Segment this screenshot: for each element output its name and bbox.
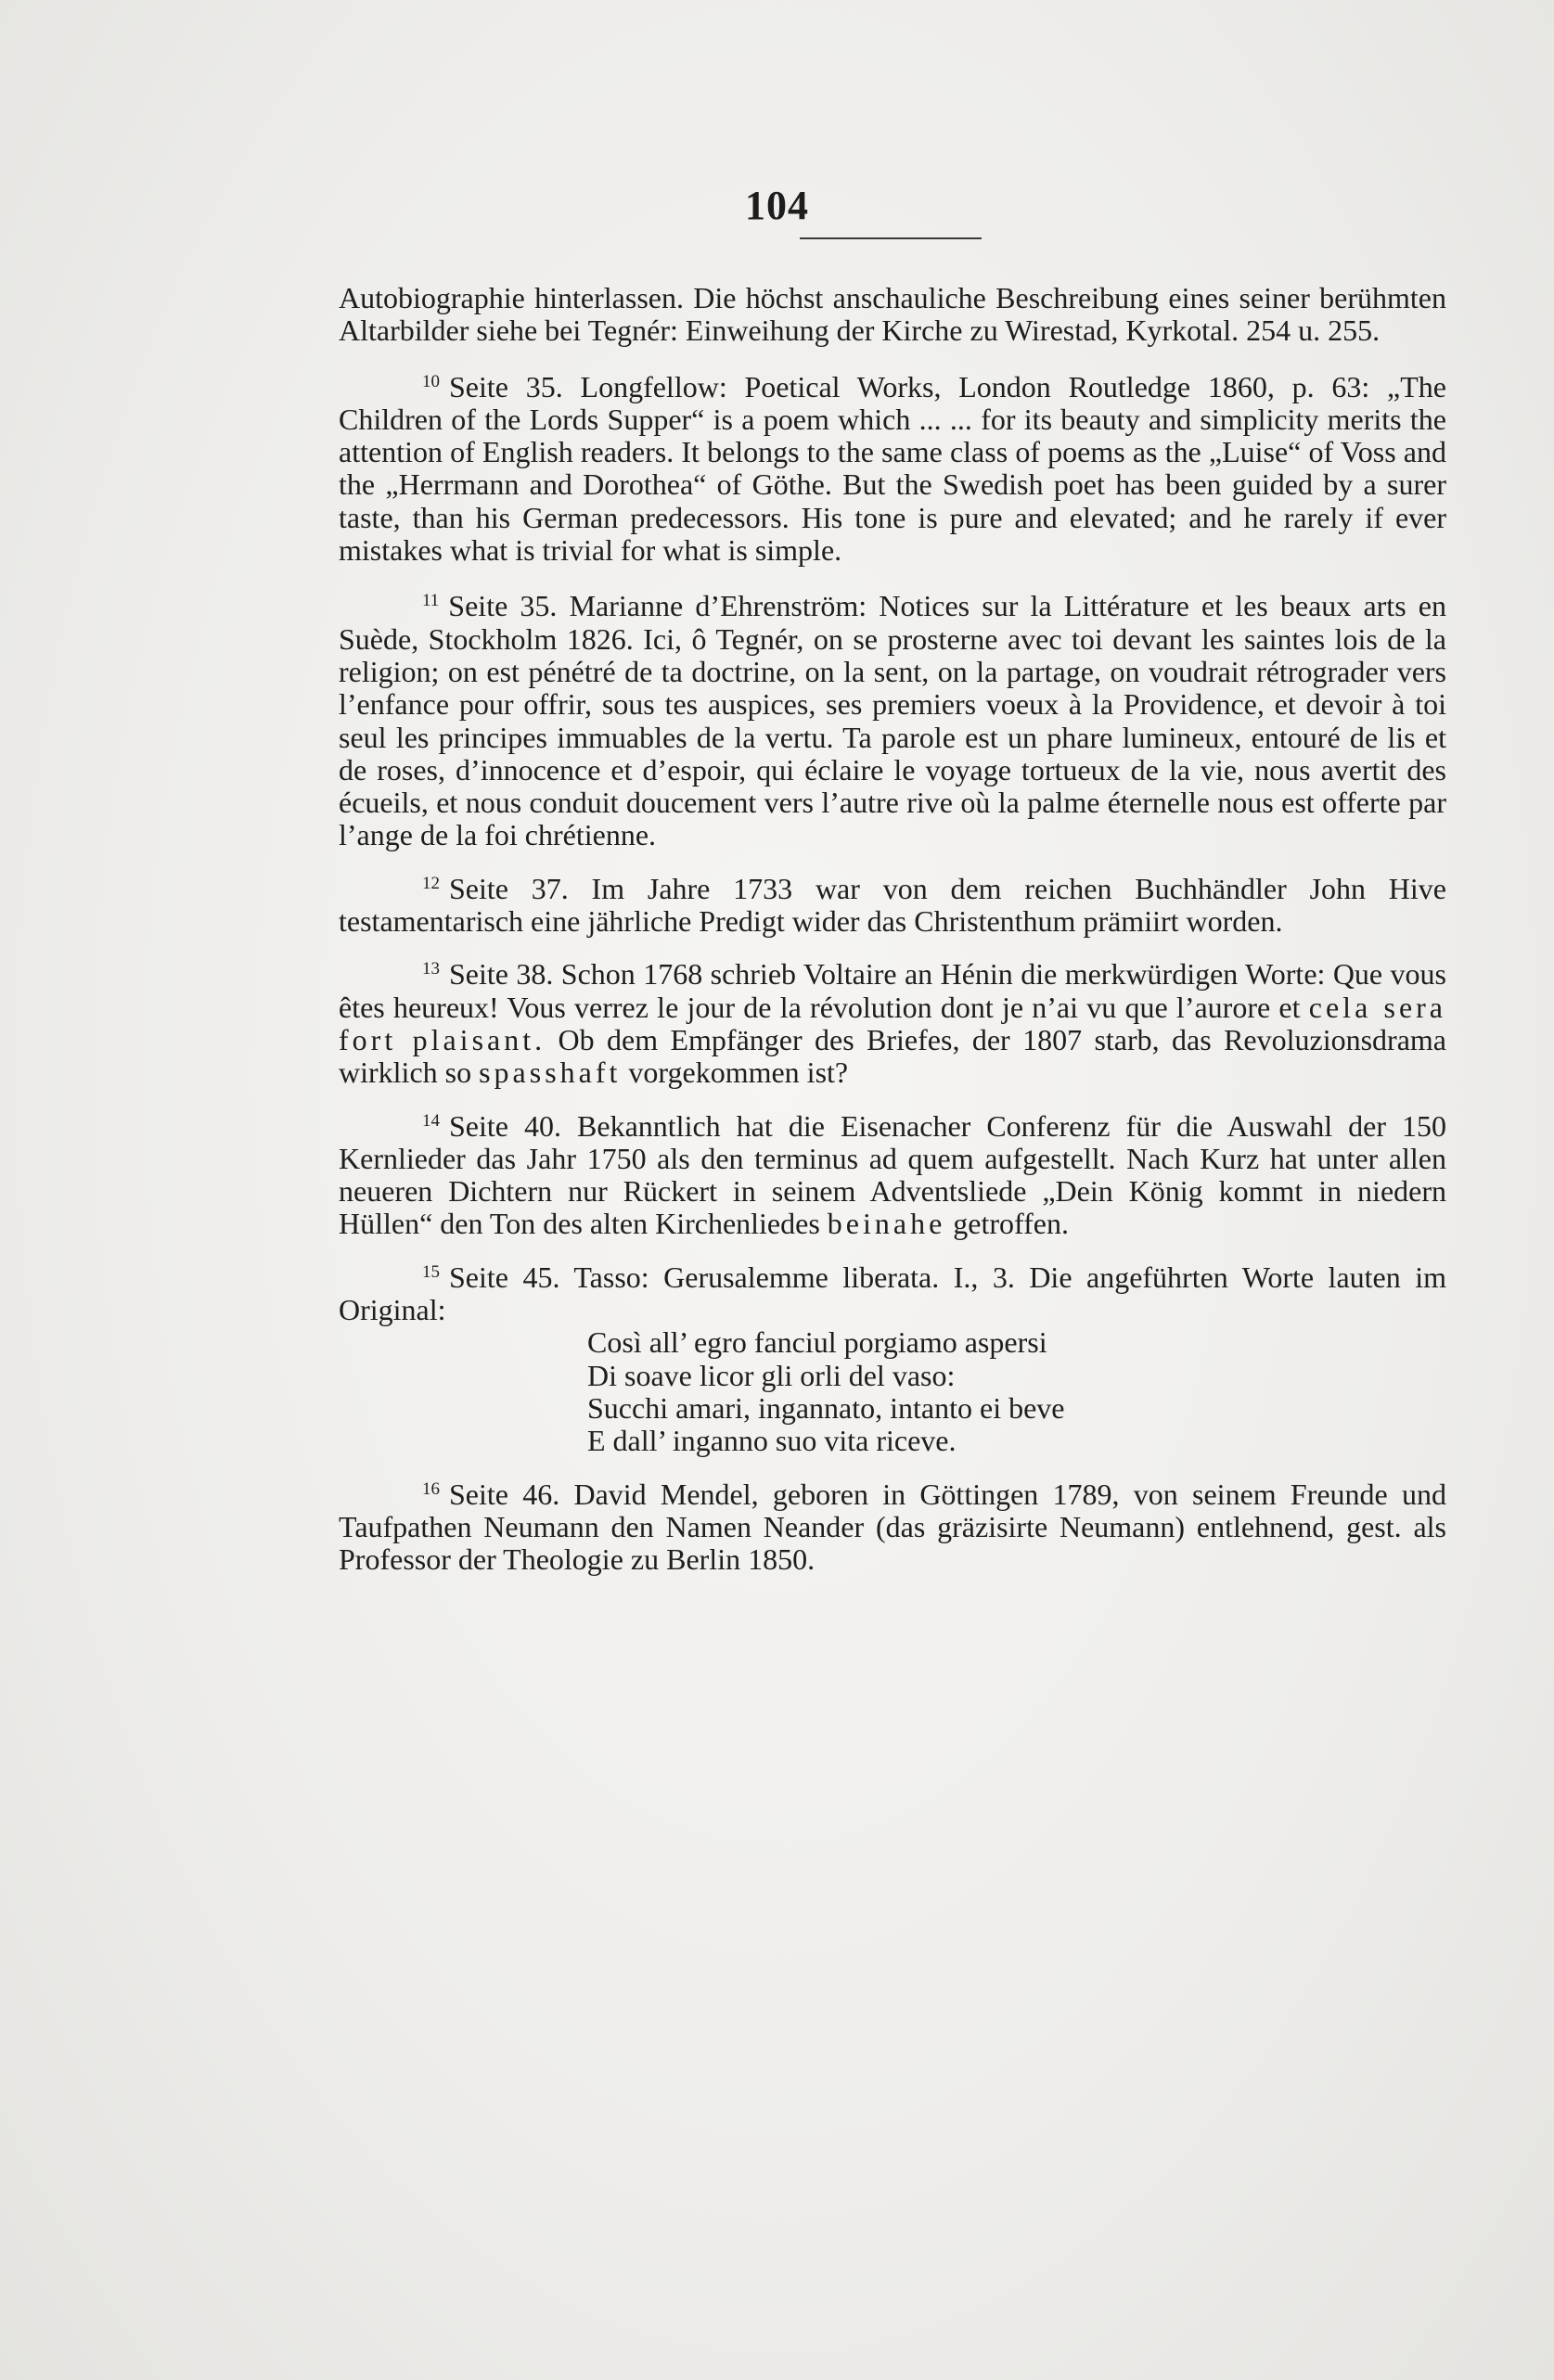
footnotes-block [339,282,1446,1576]
poem-quote [587,1326,1446,1457]
poem-line: E dall’ inganno suo vita riceve. [587,1424,957,1458]
poem-line: Di soave licor gli orli del vaso: [587,1358,956,1392]
header-rule [800,237,982,239]
note-text: Seite 40. Bekanntlich hat die Eisenacher Conferenz für die Auswahl der 150 Kernlieder das Jahr 1750 als den terminus ad quem aufgestellt. Nach Kurz hat unter allen neueren Dichtern nur Rückert in seinem Adventsliede „Dein König kommt in niedern Hüllen“ den Ton des alten Kirchenliedes [339,1108,1446,1241]
note-number: 10 [422,371,440,391]
note-text: Seite 37. Im Jahre 1733 war von dem reichen Buchhändler John Hive testamentarisch eine jährliche Predigt wider das Christenthum prämiirt worden. [339,871,1446,939]
note-11 [339,584,1446,851]
note-text: Ob dem Empfänger des Briefes, der 1807 starb, das Revoluzionsdrama wirklich so [339,1022,1447,1090]
poem-line: Succhi amari, ingannato, intanto ei beve [587,1390,1065,1425]
note-15 [339,1256,1446,1327]
intro-paragraph: Autobiographie hinterlassen. Die höchst anschauliche Beschreibung eines seiner berühmten Altarbilder siehe bei Tegnér: Einweihung der Kirche zu Wirestad, Kyrkotal. 254 u. 255. [339,281,1446,348]
note-text: getroffen. [945,1207,1069,1241]
note-text: vorgekommen ist? [621,1056,849,1090]
note-text: Seite 35. Longfellow: Poetical Works, London Routledge 1860, p. 63: „The Children of the Lords Supper“ is a poem which ... ... for its beauty and simplicity merits the attention of English readers. It belongs to the same class of poems as the „Luise“ of Voss and the „Herrmann and Dorothea“ of Göthe. But the Swedish poet has been guided by a surer taste, than his German predecessors. His tone is pure and elevated; and he rarely if ever mistakes what is trivial for what is simple. [339,369,1446,568]
note-12 [339,867,1446,939]
note-text: Seite 35. Marianne d’Ehrenström: Notices sur la Littérature et les beaux arts en Suède, Stockholm 1826. Ici, ô Tegnér, on se prosterne avec toi devant les saintes lois de la religion; on est pénétré de ta doctrine, on la sent, on la partage, on voudrait rétrograder vers l’enfance pour offrir, sous tes auspices, ses premiers voeux à la Providence, et devoir à toi seul les principes immuables de la vertu. Ta parole est un phare lumineux, entouré de lis et de roses, d’innocence et d’espoir, qui éclaire le voyage tortueux de la vie, nous avertit des écueils, et nous conduit doucement vers l’autre rive où la palme éternelle nous est offerte par l’ange de la foi chrétienne. [339,589,1446,852]
spaced-emphasis: spasshaft [479,1056,622,1090]
note-16 [339,1473,1446,1577]
note-number: 11 [422,591,440,611]
note-text: Seite 38. Schon 1768 schrieb Voltaire an Hénin die merkwürdigen Worte: Que vous êtes heureux! Vous verrez le jour de la révolution dont je n’ai vu que l’aurore et [339,957,1446,1024]
note-14 [339,1105,1446,1241]
note-13 [339,953,1446,1089]
note-text: Seite 46. David Mendel, geboren in Göttingen 1789, von seinem Freunde und Taufpathen Neumann den Namen Neander (das gräzisirte Neumann) entlehnend, gest. als Professor der Theologie zu Berlin 1850. [339,1477,1446,1577]
note-number: 12 [422,873,440,893]
spaced-emphasis: beinahe [827,1207,946,1241]
note-text: Seite 45. Tasso: Gerusalemme liberata. I., 3. Die angeführten Worte lauten im Original: [339,1260,1446,1327]
note-number: 13 [422,959,440,979]
note-number: 16 [422,1478,440,1499]
note-number: 14 [422,1110,440,1131]
page-number: 104 [745,183,809,228]
spaced-emphasis: cela sera fort plaisant. [339,990,1447,1056]
poem-line: Così all’ egro fanciul porgiamo aspersi [587,1325,1047,1360]
note-10 [339,365,1446,568]
note-number: 15 [422,1261,440,1282]
